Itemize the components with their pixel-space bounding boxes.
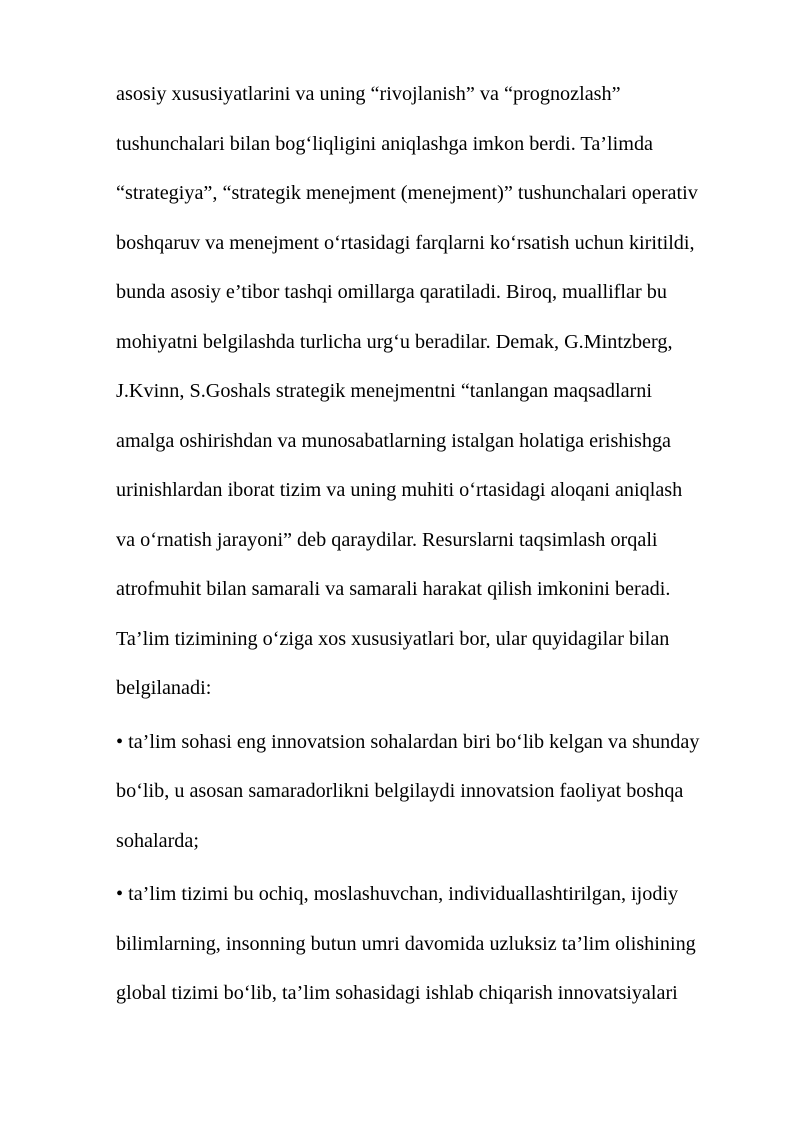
text-line: bilimlarning, insonning butun umri davomida uzluksiz ta’lim olishining xyxy=(116,932,696,955)
text-line: asosiy xususiyatlarini va uning “rivojlanish” va “prognozlash” xyxy=(116,83,621,105)
text-line: • ta’lim sohasi eng innovatsion sohalardan biri bo‘lib kelgan va shunday xyxy=(116,730,700,753)
text-line: sohalarda; xyxy=(116,829,199,852)
text-line: J.Kvinn, S.Goshals strategik menejmentni “tanlangan maqsadlarni xyxy=(116,380,652,402)
text-line: va o‘rnatish jarayoni” deb qaraydilar. Resurslarni taqsimlash orqali xyxy=(116,528,658,551)
text-line: urinishlardan iborat tizim va uning muhiti o‘rtasidagi aloqani aniqlash xyxy=(116,479,683,501)
text-line: bo‘lib, u asosan samaradorlikni belgilaydi innovatsion faoliyat boshqa xyxy=(116,780,684,802)
text-line: tushunchalari bilan bog‘liqligini aniqlashga imkon berdi. Ta’limda xyxy=(116,132,653,155)
text-line: belgilanadi: xyxy=(116,677,212,699)
bullet-item-education-system xyxy=(116,870,746,1019)
text-line: amalga oshirishdan va munosabatlarning istalgan holatiga erishishga xyxy=(116,429,672,452)
text-line: global tizimi bo‘lib, ta’lim sohasidagi ishlab chiqarish innovatsiyalari xyxy=(116,982,678,1004)
text-line: • ta’lim tizimi bu ochiq, moslashuvchan, individuallashtirilgan, ijodiy xyxy=(116,883,679,905)
document-page xyxy=(116,70,746,1019)
bullet-item-innovation xyxy=(116,718,746,867)
text-line: mohiyatni belgilashda turlicha urg‘u beradilar. Demak, G.Mintzberg, xyxy=(116,330,673,353)
text-line: atrofmuhit bilan samarali va samarali harakat qilish imkonini beradi. xyxy=(116,578,671,600)
text-line: boshqaruv va menejment o‘rtasidagi farqlarni ko‘rsatish uchun kiritildi, xyxy=(116,231,695,254)
paragraph-intro xyxy=(116,70,746,714)
text-line: bunda asosiy e’tibor tashqi omillarga qaratiladi. Biroq, mualliflar bu xyxy=(116,281,667,303)
text-line: Ta’lim tizimining o‘ziga xos xususiyatlari bor, ular quyidagilar bilan xyxy=(116,627,670,650)
text-line: “strategiya”, “strategik menejment (menejment)” tushunchalari operativ xyxy=(116,182,698,204)
